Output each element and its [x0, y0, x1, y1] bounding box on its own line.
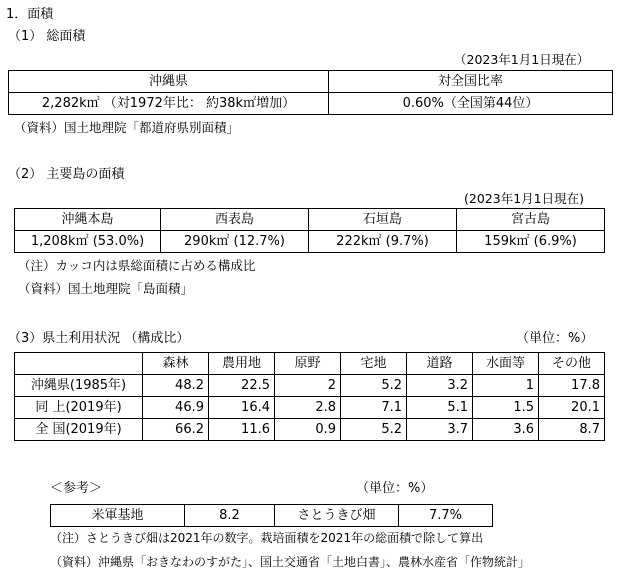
corner-cell — [15, 353, 143, 375]
total-area-value: 2,282k㎡ （対1972年比： 約38k㎡増加） — [9, 93, 329, 115]
island-area: 222k㎡ — [336, 234, 382, 249]
island-name: 石垣島 — [309, 209, 457, 231]
table-cell: 46.9 — [143, 397, 209, 419]
section2-title: （2） 主要島の面積 — [8, 167, 125, 182]
total-area-value-row — [9, 93, 613, 115]
column-header: 農用地 — [209, 353, 275, 375]
table-cell: 7.1 — [341, 397, 407, 419]
reference-label: さとうきび畑 — [275, 505, 399, 527]
section2-note: （注）カッコ内は県総面積に占める構成比 — [18, 258, 256, 273]
table-cell: 17.8 — [539, 375, 605, 397]
reference-title: ＜参考＞ — [50, 481, 103, 496]
table-cell: 3.6 — [473, 419, 539, 441]
reference-value: 7.7% — [399, 505, 493, 527]
table-cell: 0.9 — [275, 419, 341, 441]
national-ratio-value: 0.60%（全国第44位） — [329, 93, 613, 115]
row-label: 同 上(2019年) — [15, 397, 143, 419]
reference-table — [50, 504, 493, 527]
section1-title: （1） 総面積 — [8, 29, 86, 44]
table-row — [15, 375, 605, 397]
reference-source: （資料）沖縄県「おきなわのすがた」、国土交通省「土地白書」、農林水産省「作物統計」 — [50, 555, 531, 569]
section1-asof: （2023年1月1日現在） — [454, 52, 590, 67]
island-name: 宮古島 — [457, 209, 605, 231]
page-heading: 1．面積 — [6, 7, 54, 22]
island-ratio: (53.0%) — [92, 234, 145, 249]
column-header: 原野 — [275, 353, 341, 375]
table-row — [15, 397, 605, 419]
island-ratio: (12.7%) — [233, 234, 285, 249]
table-cell: 2.8 — [275, 397, 341, 419]
table-cell: 1 — [473, 375, 539, 397]
reference-value: 8.2 — [185, 505, 275, 527]
column-header: 宅地 — [341, 353, 407, 375]
island-name: 沖縄本島 — [15, 209, 161, 231]
table-cell: 3.7 — [407, 419, 473, 441]
island-area: 159k㎡ — [484, 234, 530, 249]
island-area-cell — [15, 231, 161, 253]
land-use-header-row — [15, 353, 605, 375]
total-area-table — [8, 70, 613, 115]
islands-table — [14, 208, 605, 253]
table-cell: 2 — [275, 375, 341, 397]
table-cell: 5.2 — [341, 375, 407, 397]
island-area: 1,208k㎡ — [30, 234, 89, 249]
island-area-cell — [161, 231, 309, 253]
table-cell: 5.2 — [341, 419, 407, 441]
header-national-ratio: 対全国比率 — [329, 71, 613, 93]
island-area: 290k㎡ — [184, 234, 230, 249]
table-cell: 22.5 — [209, 375, 275, 397]
reference-note: （注）さとうきび畑は2021年の数字。栽培面積を2021年の総面積で除して算出 — [50, 531, 484, 545]
table-row — [15, 419, 605, 441]
table-cell: 16.4 — [209, 397, 275, 419]
column-header: 森林 — [143, 353, 209, 375]
island-ratio: (9.7%) — [385, 234, 429, 249]
row-label: 沖縄県(1985年) — [15, 375, 143, 397]
column-header: その他 — [539, 353, 605, 375]
reference-unit: （単位：%） — [356, 481, 434, 496]
section1-source: （資料）国土地理院「都道府県別面積」 — [14, 120, 240, 135]
table-cell: 8.7 — [539, 419, 605, 441]
islands-name-row — [15, 209, 605, 231]
table-cell: 5.1 — [407, 397, 473, 419]
section3-unit: （単位：%） — [516, 331, 594, 346]
column-header: 道路 — [407, 353, 473, 375]
island-ratio: (6.9%) — [533, 234, 577, 249]
section2-asof: (2023年1月1日現在) — [464, 191, 584, 206]
island-area-cell — [457, 231, 605, 253]
table-cell: 1.5 — [473, 397, 539, 419]
total-area-header-row — [9, 71, 613, 93]
table-cell: 11.6 — [209, 419, 275, 441]
table-cell: 3.2 — [407, 375, 473, 397]
column-header: 水面等 — [473, 353, 539, 375]
table-cell: 66.2 — [143, 419, 209, 441]
islands-area-row — [15, 231, 605, 253]
table-cell: 20.1 — [539, 397, 605, 419]
land-use-table — [14, 352, 605, 441]
header-okinawa: 沖縄県 — [9, 71, 329, 93]
section3-title: （3）県土利用状況 （構成比） — [8, 331, 190, 346]
reference-row — [51, 505, 493, 527]
table-cell: 48.2 — [143, 375, 209, 397]
island-name: 西表島 — [161, 209, 309, 231]
row-label: 全 国(2019年) — [15, 419, 143, 441]
reference-label: 米軍基地 — [51, 505, 185, 527]
island-area-cell — [309, 231, 457, 253]
section2-source: （資料）国土地理院「島面積」 — [18, 281, 194, 296]
